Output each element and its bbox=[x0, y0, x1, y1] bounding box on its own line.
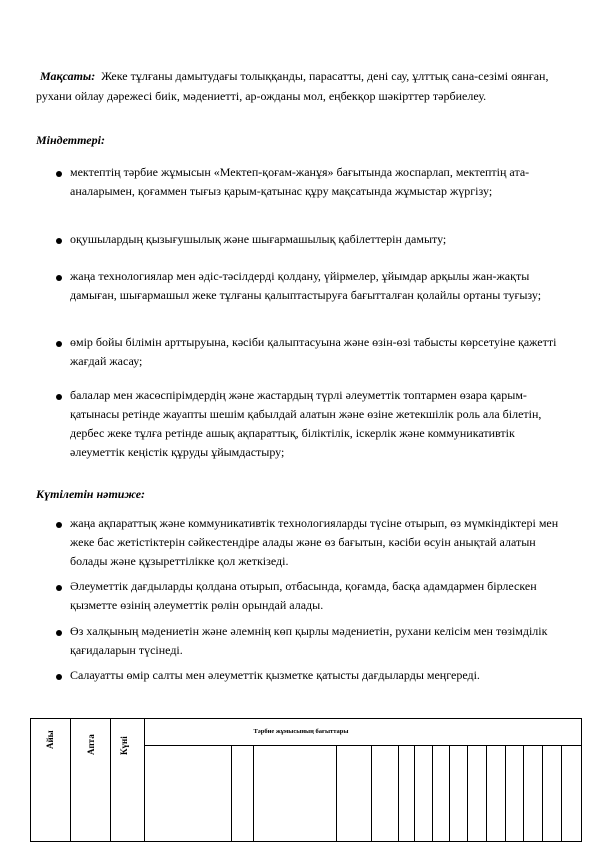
plan-table bbox=[30, 718, 582, 842]
result-item-2: Әлеуметтік дағдыларды қолдана отырып, отбасында, қоғамда, басқа адамдармен бірлескен қызметте өзінің әлеуметтік рөлін орындай алады. bbox=[70, 579, 537, 612]
bullet-icon bbox=[56, 585, 62, 591]
table-divider bbox=[336, 745, 337, 841]
bullet-icon bbox=[56, 522, 62, 528]
bullet-icon bbox=[56, 171, 62, 177]
aim-paragraph bbox=[36, 66, 564, 106]
table-divider bbox=[371, 745, 372, 841]
table-divider bbox=[523, 745, 524, 841]
table-col-day: Күні bbox=[119, 736, 129, 755]
table-divider bbox=[505, 745, 506, 841]
task-item-3: жаңа технологиялар мен әдіс-тәсілдерді қолдану, үйірмелер, ұйымдар арқылы жан-жақты дамыған, шығармашыл жеке тұлғаны қалыптастыруға бағытталған қолайлы ортаны туғызу; bbox=[70, 269, 542, 302]
table-divider bbox=[398, 745, 399, 841]
table-divider bbox=[231, 745, 232, 841]
result-item-3: Өз халқының мәдениетін және әлемнің көп қырлы мәдениетін, рухани келісім мен төзімділік қағидаларын түсінеді. bbox=[70, 624, 548, 657]
result-item-1: жаңа ақпараттық және коммуникативтік технологияларды түсіне отырып, өз мүмкіндіктері мен жеке бас жетістіктерін сәйкестендіре алады және өз бағытын, кәсіби өсуін анықтай алатын болады және құзыреттілікке қол жеткізеді. bbox=[70, 516, 559, 568]
bullet-icon bbox=[56, 394, 62, 400]
table-divider bbox=[467, 745, 468, 841]
table-divider bbox=[542, 745, 543, 841]
bullet-icon bbox=[56, 238, 62, 244]
task-item-5: балалар мен жасөспірімдердің және жастардың түрлі әлеуметтік топтармен өзара қарым-қатынасы ретінде жауапты шешім қабылдай алатын және өзіне жетекшілік роль ала білетін, дербес жеке тұлға ретінде ашық ақпараттық, біліктілік, іскерлік және коммуникативтік әлеуметтік кеңістік құруды ұйымдастыру; bbox=[70, 388, 542, 459]
table-header-directions: Тәрбие жұмысының бағыттары bbox=[253, 728, 349, 735]
table-col-week: Апта bbox=[86, 734, 96, 755]
table-divider bbox=[70, 719, 71, 841]
table-divider bbox=[253, 745, 254, 841]
table-divider bbox=[449, 745, 450, 841]
aim-text: Жеке тұлғаны дамытудағы толыққанды, парасатты, дені сау, ұлттық сана-сезімі оянған, рухани ойлау дәрежесі биік, мәдениетті, ар-ожданы мол, еңбекқор шәкірттер тәрбиелеу. bbox=[36, 69, 549, 103]
task-item-2: оқушылардың қызығушылық және шығармашылық қабілеттерін дамыту; bbox=[70, 232, 447, 246]
table-divider bbox=[486, 745, 487, 841]
table-divider bbox=[561, 745, 562, 841]
task-item-4: өмір бойы білімін арттыруына, кәсіби қалыптасуына және өзін-өзі табысты көрсетуіне қажетті жағдай жасау; bbox=[70, 335, 557, 368]
table-divider bbox=[144, 719, 145, 841]
bullet-icon bbox=[56, 674, 62, 680]
result-item-4: Салауатты өмір салты мен әлеуметтік қызметке қатысты дағдыларды меңгереді. bbox=[70, 668, 480, 682]
bullet-icon bbox=[56, 630, 62, 636]
bullet-icon bbox=[56, 341, 62, 347]
tasks-heading: Міндеттері: bbox=[36, 133, 105, 147]
table-divider bbox=[110, 719, 111, 841]
table-col-month: Айы bbox=[45, 730, 55, 749]
task-item-1: мектептің тәрбие жұмысын «Мектеп-қоғам-жанұя» бағытында жоспарлап, мектептің ата-аналарымен, қоғаммен тығыз қарым-қатынас құру мақсатында жұмыстар жүргізу; bbox=[70, 165, 530, 198]
bullet-icon bbox=[56, 275, 62, 281]
table-divider bbox=[144, 745, 581, 746]
results-heading: Күтілетін нәтиже: bbox=[36, 487, 146, 501]
aim-label: Мақсаты: bbox=[40, 69, 96, 83]
table-divider bbox=[432, 745, 433, 841]
table-divider bbox=[414, 745, 415, 841]
